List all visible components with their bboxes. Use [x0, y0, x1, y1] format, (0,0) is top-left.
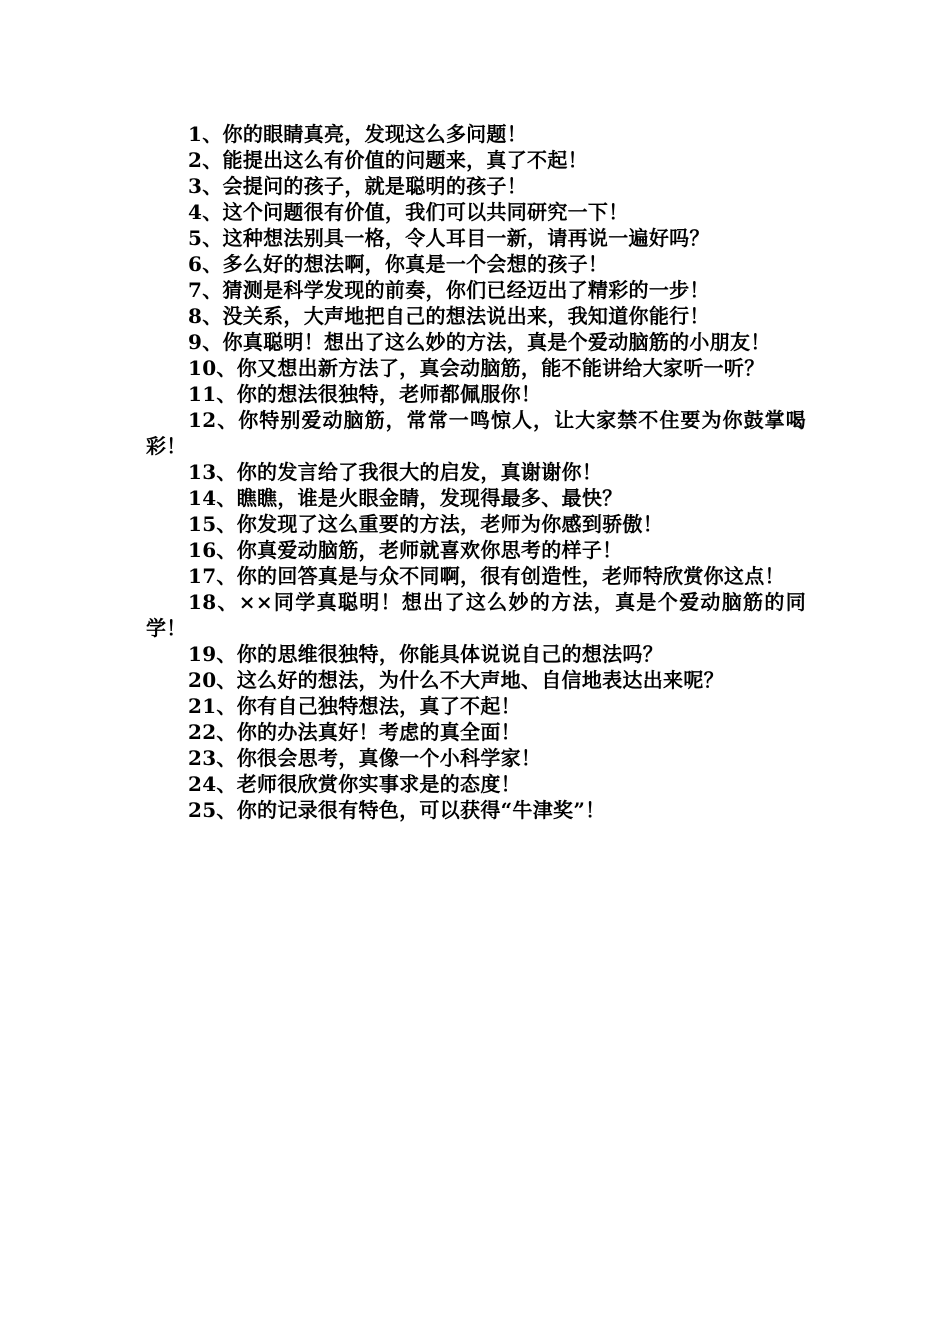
- list-item: 15、你发现了这么重要的方法，老师为你感到骄傲！: [188, 512, 664, 536]
- list-item: 17、你的回答真是与众不同啊，很有创造性，老师特欣赏你这点！: [188, 564, 785, 588]
- list-item: 5、这种想法别具一格，令人耳目一新，请再说一遍好吗？: [188, 226, 710, 250]
- list-item: 11、你的想法很独特，老师都佩服你！: [188, 382, 542, 406]
- list-item: 24、老师很欣赏你实事求是的态度！: [188, 772, 521, 796]
- list-item: 20、这么好的想法，为什么不大声地、自信地表达出来呢？: [188, 668, 724, 692]
- praise-list: [146, 121, 806, 823]
- list-item: 10、你又想出新方法了，真会动脑筋，能不能讲给大家听一听？: [188, 356, 765, 380]
- list-item: 16、你真爱动脑筋，老师就喜欢你思考的样子！: [188, 538, 623, 562]
- list-item: 14、瞧瞧，谁是火眼金睛，发现得最多、最快？: [188, 486, 623, 510]
- list-item: 21、你有自己独特想法，真了不起！: [188, 694, 521, 718]
- list-item: 13、你的发言给了我很大的启发，真谢谢你！: [188, 460, 603, 484]
- list-item: 7、猜测是科学发现的前奏，你们已经迈出了精彩的一步！: [188, 278, 710, 302]
- list-item: 23、你很会思考，真像一个小科学家！: [188, 746, 542, 770]
- list-item: 18、××同学真聪明！想出了这么妙的方法，真是个爱动脑筋的同学！: [146, 590, 806, 640]
- list-item: 8、没关系，大声地把自己的想法说出来，我知道你能行！: [188, 304, 710, 328]
- list-item: 12、你特别爱动脑筋，常常一鸣惊人，让大家禁不住要为你鼓掌喝彩！: [146, 408, 806, 458]
- list-item: 1、你的眼睛真亮，发现这么多问题！: [188, 122, 528, 146]
- list-item: 25、你的记录很有特色，可以获得“牛津奖”！: [188, 798, 606, 822]
- list-item: 2、能提出这么有价值的问题来，真了不起！: [188, 148, 588, 172]
- list-item: 4、这个问题很有价值，我们可以共同研究一下！: [188, 200, 629, 224]
- list-item: 3、会提问的孩子，就是聪明的孩子！: [188, 174, 528, 198]
- list-item: 6、多么好的想法啊，你真是一个会想的孩子！: [188, 252, 609, 276]
- list-item: 19、你的思维很独特，你能具体说说自己的想法吗？: [188, 642, 664, 666]
- list-item: 9、你真聪明！想出了这么妙的方法，真是个爱动脑筋的小朋友！: [188, 330, 771, 354]
- list-item: 22、你的办法真好！考虑的真全面！: [188, 720, 521, 744]
